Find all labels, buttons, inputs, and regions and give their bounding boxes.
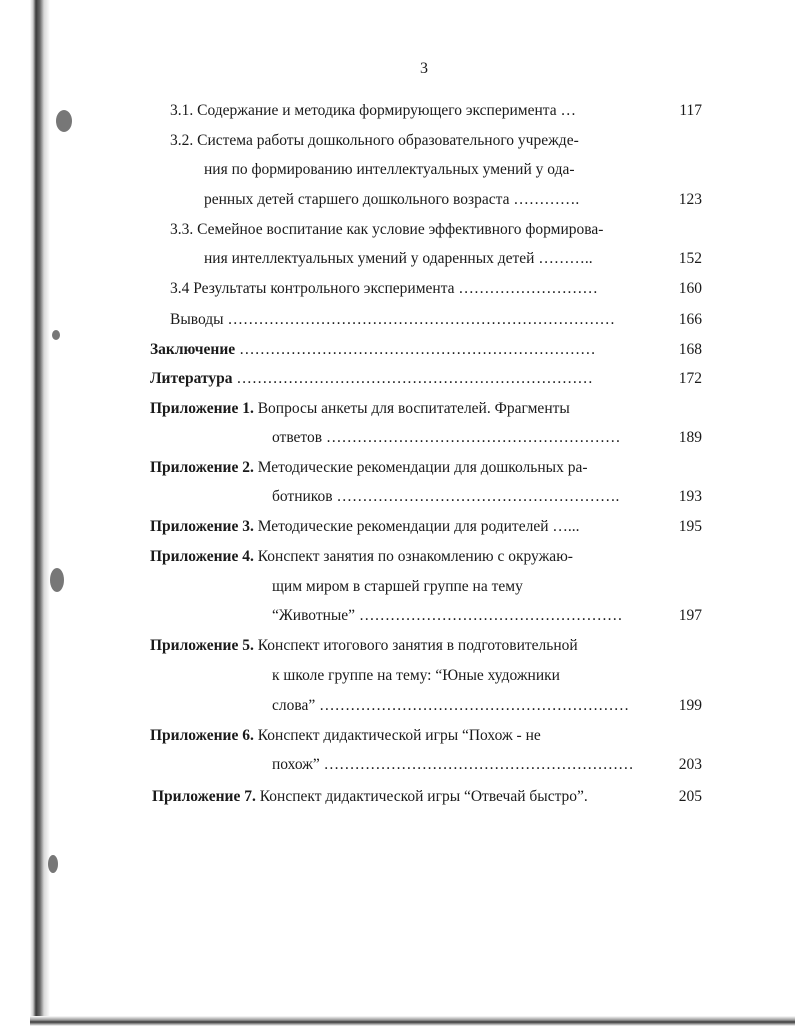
scan-left-edge [0, 0, 50, 1026]
page-number: 3 [420, 60, 428, 77]
toc-page: 193 [678, 488, 702, 505]
toc-line: Приложение 1. Вопросы анкеты для воспитателей. Фрагменты [150, 400, 570, 417]
toc-page: 160 [678, 280, 702, 297]
toc-line: Литература …………………………………………………………… [150, 370, 593, 387]
toc-page: 166 [678, 311, 702, 328]
toc-line: Приложение 3. Методические рекомендации для родителей …... [150, 518, 580, 535]
toc-page: 117 [679, 102, 702, 119]
toc-line: слова” …………………………………………………… [272, 697, 630, 714]
toc-page: 189 [678, 429, 702, 446]
toc-line: ния по формированию интеллектуальных умений у ода- [204, 161, 575, 178]
toc-line: 3.4 Результаты контрольного эксперимента ……………………… [170, 280, 598, 297]
scan-blot [56, 110, 72, 132]
toc-page: 123 [678, 191, 702, 208]
scan-blot [50, 568, 64, 592]
scan-blot [52, 330, 60, 340]
toc-line: “Животные” …………………………………………… [272, 607, 623, 624]
toc-line: 3.3. Семейное воспитание как условие эффективного формирова- [170, 221, 604, 238]
toc-line: щим миром в старшей группе на тему [272, 578, 523, 595]
toc-line: Приложение 4. Конспект занятия по ознакомлению с окружаю- [150, 548, 573, 565]
toc-line: Заключение …………………………………………………………… [150, 341, 596, 358]
toc-line: Приложение 2. Методические рекомендации для дошкольных ра- [150, 459, 588, 476]
toc-page: 195 [678, 518, 702, 535]
toc-line: Приложение 6. Конспект дидактической игры “Похож - не [150, 727, 541, 744]
toc-page: 172 [678, 370, 702, 387]
toc-page: 205 [678, 788, 702, 805]
scan-blot [48, 855, 58, 873]
toc-line: Приложение 5. Конспект итогового занятия в подготовительной [150, 637, 578, 654]
toc-line: 3.1. Содержание и методика формирующего эксперимента … [170, 102, 576, 119]
toc-line: ния интеллектуальных умений у одаренных детей ……….. [204, 250, 593, 267]
toc-line: Приложение 7. Конспект дидактической игры “Отвечай быстро”. [152, 788, 588, 805]
toc-page: 152 [678, 250, 702, 267]
toc-line: 3.2. Система работы дошкольного образовательного учрежде- [170, 132, 579, 149]
toc-page: 168 [678, 341, 702, 358]
toc-page: 199 [678, 697, 702, 714]
toc-line: похож” …………………………………………………… [272, 756, 634, 773]
toc-page: 203 [678, 756, 702, 773]
toc-line: к школе группе на тему: “Юные художники [272, 667, 560, 684]
toc-line: Выводы ………………………………………………………………… [170, 311, 615, 328]
scan-bottom-edge [30, 1016, 795, 1026]
toc-line: ответов ………………………………………………… [272, 429, 621, 446]
toc-line: ботников ………………………………………………. [272, 488, 620, 505]
toc-line: ренных детей старшего дошкольного возраста …………. [204, 191, 580, 208]
toc-page: 197 [678, 607, 702, 624]
